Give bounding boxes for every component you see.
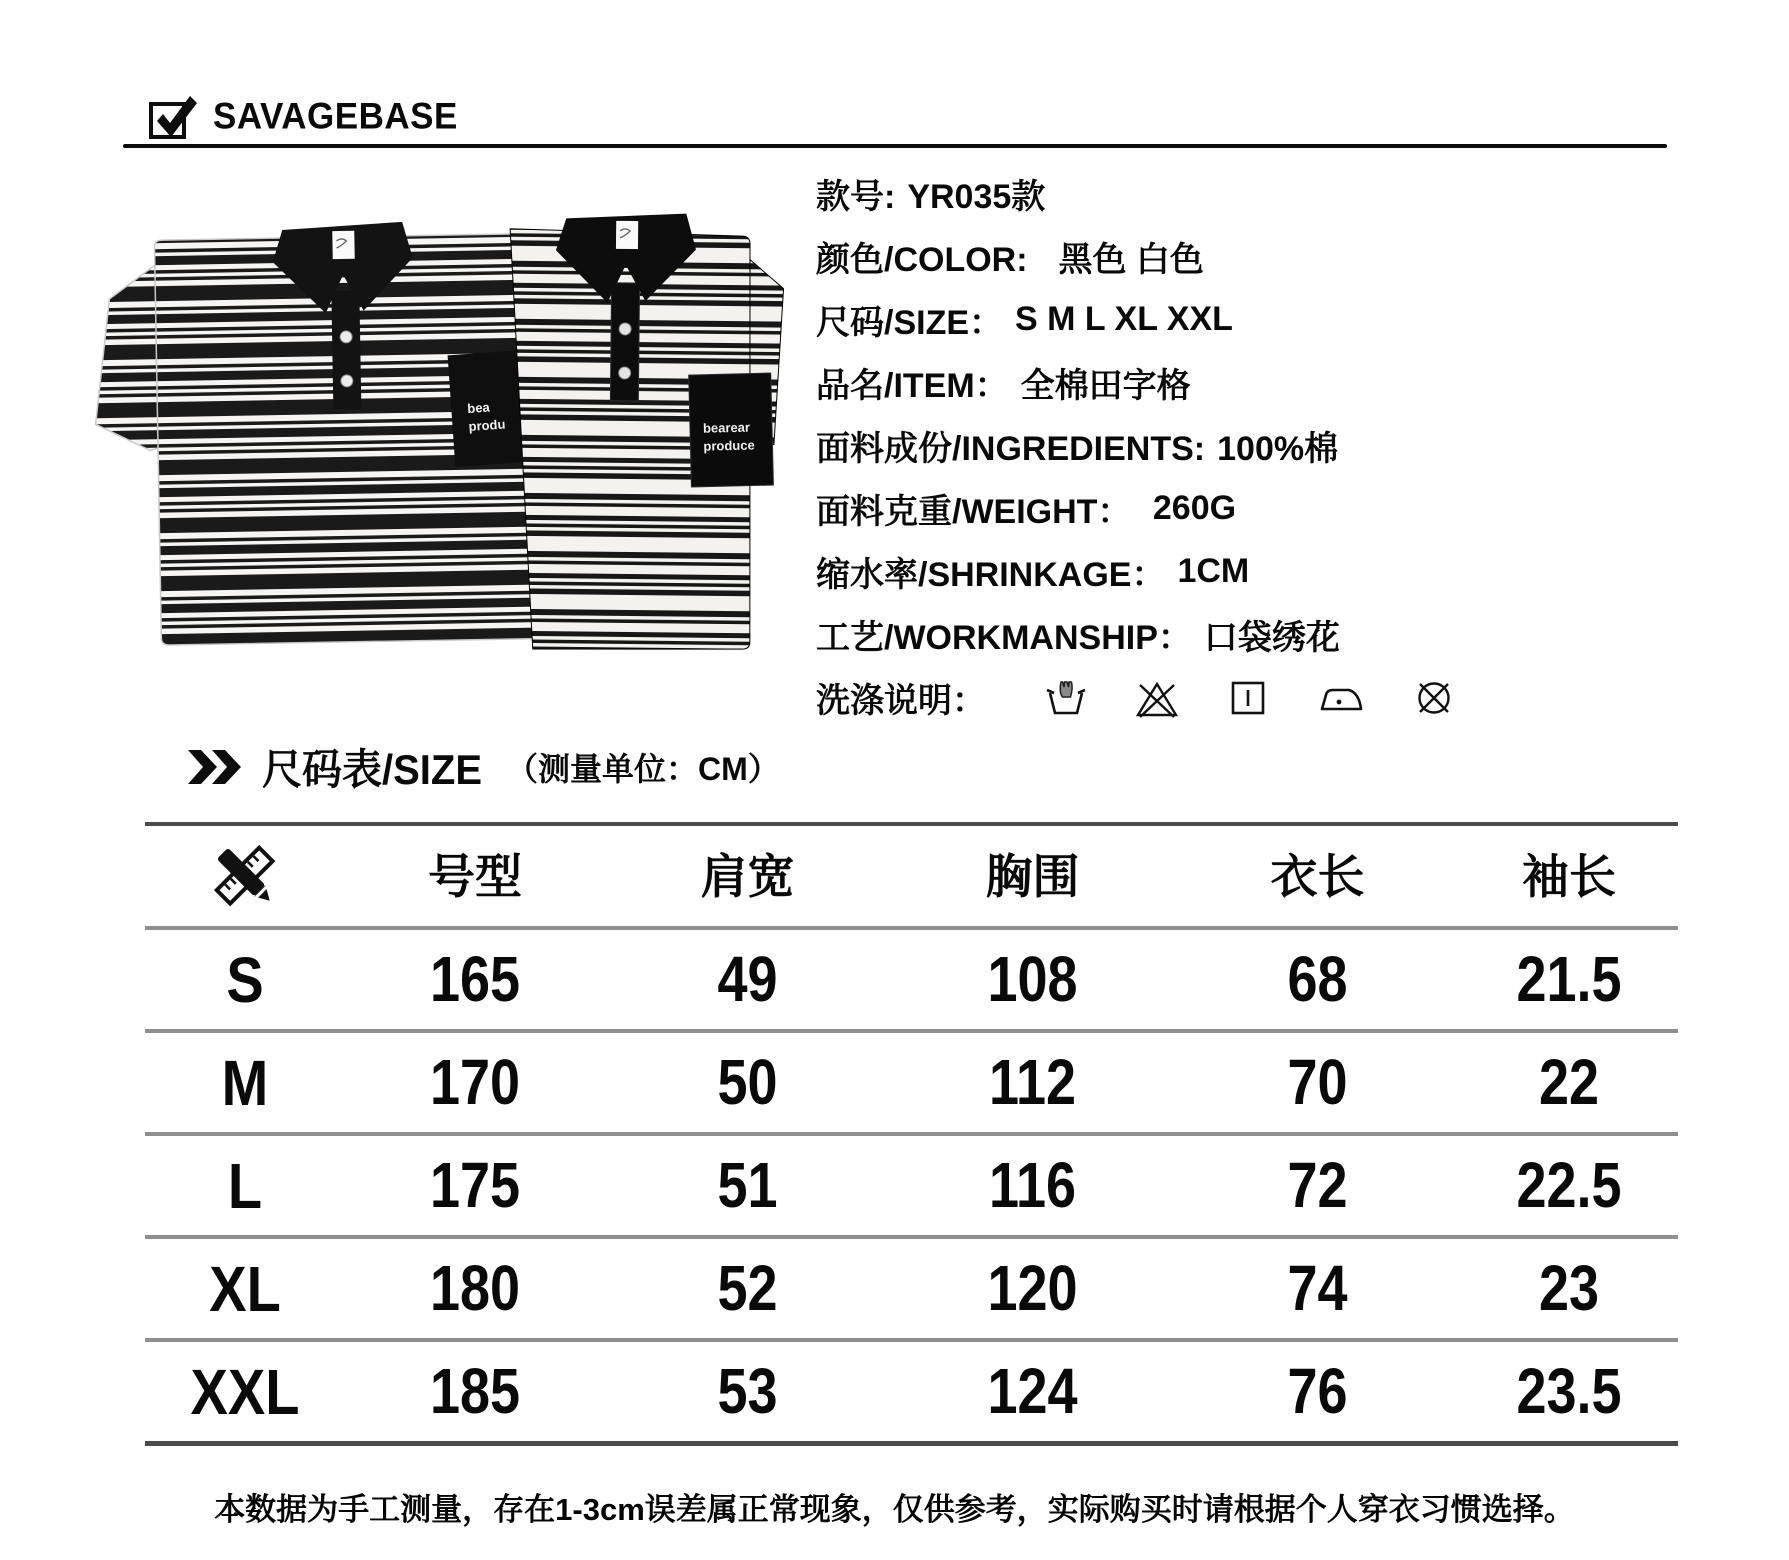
spec-row-style-number: [816, 162, 1456, 225]
spec-value: 1CM: [1177, 552, 1250, 590]
right-shirt-button: [619, 367, 631, 379]
left-shirt: [92, 219, 566, 646]
ruler-pencil-icon: [145, 838, 345, 914]
size-table-header-row: [145, 826, 1678, 930]
size-value: 21.5: [1516, 944, 1622, 1015]
pocket-text: bearear: [702, 419, 751, 436]
do-not-dry-clean-icon: [1412, 676, 1456, 720]
size-value: 175: [429, 1150, 521, 1221]
double-chevron-right-icon: [186, 747, 244, 787]
spec-label: 面料成份/INGREDIENTS:: [816, 430, 1206, 468]
spec-row-shrinkage: [816, 540, 1456, 603]
spec-label: 缩水率/SHRINKAGE：: [816, 556, 1166, 594]
size-chart-unit-note: （测量单位：CM）: [506, 750, 780, 787]
size-label: L: [227, 1148, 263, 1222]
spec-value: 全棉田字格: [1020, 367, 1191, 405]
size-value: 116: [988, 1150, 1077, 1221]
size-value: 72: [1287, 1150, 1348, 1221]
column-header: 袖长: [1522, 849, 1616, 903]
size-value: 170: [429, 1047, 521, 1118]
brand-name: SAVAGEBASE: [213, 96, 458, 137]
right-shirt-neck-label: [616, 221, 638, 249]
pocket-text: bea: [466, 399, 491, 417]
size-value: 120: [987, 1253, 1078, 1324]
spec-label: 尺码/SIZE：: [816, 304, 1004, 342]
right-shirt-pocket: [689, 373, 774, 487]
size-value: 23: [1538, 1253, 1600, 1324]
size-value: 22: [1538, 1047, 1600, 1118]
right-shirt-button: [619, 323, 631, 335]
spec-label: 工艺/WORKMANSHIP：: [816, 619, 1192, 657]
spec-label: 品名/ITEM：: [816, 367, 1009, 405]
spec-list: [816, 162, 1456, 729]
left-shirt-neck-label: [332, 231, 354, 259]
spec-value: 黑色 白色: [1039, 241, 1204, 279]
spec-value: YR035款: [907, 178, 1046, 216]
left-shirt-button: [341, 375, 353, 387]
size-value: 22.5: [1516, 1150, 1622, 1221]
spec-value: S M L XL XXL: [1015, 300, 1233, 338]
column-header: 衣长: [1270, 849, 1365, 903]
right-shirt-placket: [610, 283, 639, 401]
size-chart-title: 尺码表/SIZE: [262, 747, 483, 794]
size-value: 68: [1287, 944, 1348, 1015]
size-value: 165: [429, 944, 521, 1015]
size-label: S: [226, 942, 264, 1016]
measurement-disclaimer: 本数据为手工测量，存在1-3cm误差属正常现象，仅供参考，实际购买时请根据个人穿衣习惯选择。: [214, 1492, 1575, 1527]
size-table-row-m: [145, 1033, 1678, 1136]
spec-row-wash-care: [816, 666, 1456, 729]
left-shirt-placket: [331, 291, 361, 409]
size-value: 53: [717, 1356, 778, 1427]
size-value: 112: [988, 1047, 1077, 1118]
drip-dry-icon: [1226, 676, 1270, 720]
size-label: M: [221, 1045, 269, 1119]
iron-low-heat-icon: [1317, 676, 1365, 720]
spec-value: 口袋绣花: [1203, 619, 1340, 657]
size-table-row-xl: [145, 1239, 1678, 1342]
size-table: [145, 822, 1678, 1446]
size-value: 23.5: [1516, 1356, 1622, 1427]
column-header: 肩宽: [700, 849, 795, 903]
size-table-row-l: [145, 1136, 1678, 1239]
spec-row-color: [816, 225, 1456, 288]
right-shirt: [506, 212, 785, 652]
size-value: 52: [717, 1253, 778, 1324]
wash-care-icons: [1044, 676, 1456, 720]
size-value: 70: [1287, 1047, 1348, 1118]
spec-label: 款号:: [816, 178, 896, 216]
spec-row-size: [816, 288, 1456, 351]
spec-row-workmanship: [816, 603, 1456, 666]
spec-row-item: [816, 351, 1456, 414]
spec-value: 260G: [1143, 489, 1237, 527]
size-table-row-xxl: [145, 1342, 1678, 1446]
size-value: 180: [429, 1253, 521, 1324]
size-value: 74: [1287, 1253, 1348, 1324]
spec-value: 100%棉: [1217, 430, 1339, 468]
size-table-row-s: [145, 930, 1678, 1033]
brand-logo: [148, 94, 458, 140]
size-value: 185: [429, 1356, 521, 1427]
pocket-text: produ: [468, 416, 506, 435]
size-value: 51: [717, 1150, 778, 1221]
size-value: 50: [717, 1047, 778, 1118]
left-shirt-button: [340, 331, 352, 343]
do-not-bleach-icon: [1135, 676, 1179, 720]
column-header: 胸围: [985, 849, 1080, 903]
column-header: 号型: [428, 849, 522, 903]
spec-row-weight: [816, 477, 1456, 540]
size-value: 108: [987, 944, 1078, 1015]
size-label: XL: [209, 1251, 281, 1325]
hand-wash-icon: [1044, 676, 1088, 720]
pocket-text: produce: [703, 437, 755, 454]
size-chart-heading: [186, 738, 780, 795]
spec-label: 面料克重/WEIGHT：: [816, 493, 1132, 531]
size-value: 124: [987, 1356, 1078, 1427]
spec-label: 洗涤说明：: [816, 682, 986, 720]
header-divider: [123, 144, 1667, 148]
size-label: XXL: [190, 1354, 300, 1428]
spec-row-ingredients: [816, 414, 1456, 477]
product-image: [90, 195, 790, 660]
size-value: 76: [1287, 1356, 1348, 1427]
checkbox-check-icon: [148, 94, 198, 140]
spec-label: 颜色/COLOR:: [816, 241, 1028, 279]
size-value: 49: [717, 944, 778, 1015]
